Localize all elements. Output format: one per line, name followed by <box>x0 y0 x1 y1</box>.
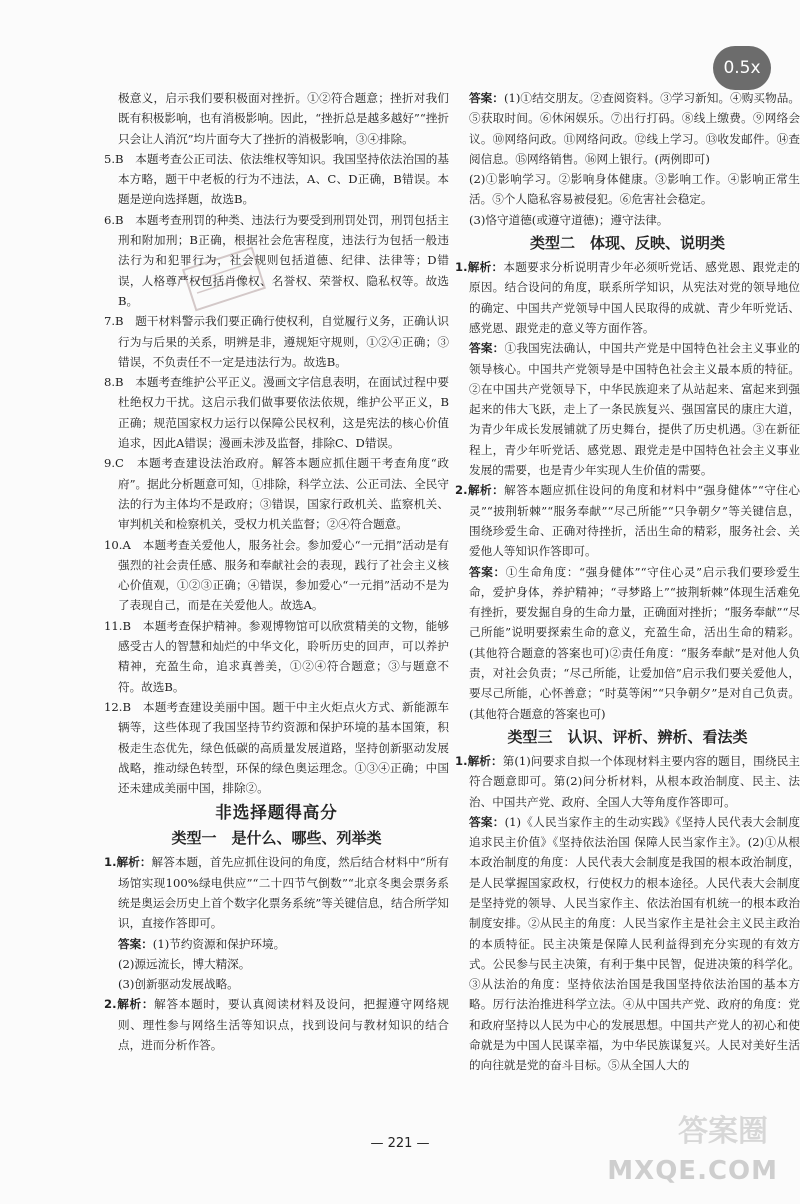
analysis-block <box>455 480 800 561</box>
zoom-level-badge[interactable]: 0.5x <box>713 46 771 90</box>
answer-block <box>455 88 800 169</box>
answer-item-5: 5.B 本题考查公正司法、依法维权等知识。我国坚持依法治国的基本方略，题干中老板的行为不违法，A、C、D正确，B错误。本题是逆向选择题，故选B。 <box>104 151 449 207</box>
answer-line: (1)节约资源和保护环境。 <box>152 936 286 951</box>
left-column <box>104 88 449 1055</box>
answer-block <box>455 812 800 1076</box>
analysis-block <box>104 994 449 1055</box>
analysis-block <box>455 751 800 812</box>
analysis-text: 解答本题应抓住设问的角度和材料中“强身健体”“守住心灵”“披荆斩棘”“服务奉献”“尽己所能”“只争朝夕”等关键信息，围绕珍爱生命、正确对待挫折，活出生命的精彩，服务社会、关爱他人等知识作答即可。 <box>469 483 800 559</box>
answer-text: ①生命角度：“强身健体”“守住心灵”启示我们要珍爱生命，爱护身体，养护精神；“寻梦路上”“披荆斩棘”体现生活难免有挫折，要发掘自身的生命力量，正确面对挫折；“服务奉献”“尽己所能”说明要探索生命的意义，充盈生命，活出生命的精彩。(其他符合题意的答案也可)②责任角度：“服务奉献”是对他人负责，对社会负责；“尽己所能，让爱加倍”启示我们要关爱他人，要尽己所能，心怀善意；“时莫等闲”“只争朝夕”是对自己负责。(其他符合题意的答案也可) <box>469 564 800 721</box>
analysis-text: 解答本题时，要认真阅读材料及设问，把握遵守网络规则、理性参与网络生活等知识点，找到设问与教材知识的结合点，进而分析作答。 <box>118 997 449 1053</box>
section-title: 非选择题得高分 <box>215 803 338 823</box>
answer-text: ①我国宪法确认，中国共产党是中国特色社会主义事业的领导核心。中国共产党领导是中国特色社会主义最本质的特征。②在中国共产党领导下，中华民族迎来了从站起来、富起来到强起来的伟大飞跃，走上了一条民族复兴、强国富民的康庄大道，为青少年成长发展铺就了历史舞台，提供了历史机遇。③在新征程上，青少年听党话、感党恩、跟党走是中国特色社会主义事业发展的需要，也是青少年实现人生价值的需要。 <box>469 341 800 478</box>
type-title-3: 类型三 认识、评析、辨析、看法类 <box>507 727 748 746</box>
analysis-block <box>455 257 800 338</box>
right-column <box>455 88 800 1076</box>
answer-line: (1)①结交朋友。②查阅资料。③学习新知。④购买物品。⑤获取时间。⑥休闲娱乐。⑦出行打码。⑧线上缴费。⑨网络会议。⑩网络问政。⑪网络问政。⑫线上学习。⑬收发邮件。⑭查阅信息。⑮网络销售。⑯网上银行。(两例即可) <box>469 91 800 166</box>
answer-line: (2)源远流长，博大精深。 <box>118 956 251 971</box>
type-title-1: 类型一 是什么、哪些、列举类 <box>171 829 382 848</box>
analysis-label: 1.解析： <box>455 260 504 275</box>
answer-text: 极意义，启示我们要积极面对挫折。①②符合题意；挫折对我们既有积极影响，也有消极影响。因此，“挫折总是越多越好”“挫折只会让人消沉”均片面夸大了挫折的消极影响，③④排除。 <box>118 91 449 146</box>
watermark-text: MXQE.COM <box>607 1156 778 1186</box>
answer-label: 答案： <box>469 564 506 579</box>
answer-block <box>455 562 800 724</box>
analysis-text: 解答本题，首先应抓住设问的角度，然后结合材料中“所有场馆实现100%绿电供应”“二十四节气倒数”“北京冬奥会票务系统是奥运会历史上首个数字化票务系统”等关键信息，结合所学知识，直接作答即可。 <box>118 855 449 931</box>
answer-label: 答案： <box>469 341 505 356</box>
answer-block <box>455 338 800 480</box>
analysis-text: 第(1)问要求自拟一个体现材料主要内容的题目，围绕民主符合题意即可。第(2)问分析材料，从根本政治制度、民主、法治、中国共产党、政府、全国人大等角度作答即可。 <box>469 753 800 809</box>
answer-label: 答案： <box>469 91 504 105</box>
analysis-block <box>104 852 449 933</box>
answer-item-8: 8.B 本题考查维护公平正义。漫画文字信息表明，在面试过程中要杜绝权力干扰。这启示我们做事要依法依规，维护公平正义，B正确；规范国家权力运行以保障公民权利，这是宪法的核心价值追求，因此A错误；漫画未涉及监督，排除C、D错误。 <box>104 375 449 451</box>
answer-block <box>104 934 449 954</box>
analysis-label: 2.解析： <box>104 997 155 1012</box>
page-number: — 221 — <box>370 1136 430 1151</box>
answer-item-6: 6.B 本题考查刑罚的种类、违法行为要受到刑罚处罚，刑罚包括主刑和附加刑；B正确，根据社会危害程度，违法行为包括一般违法行为和犯罪行为，社会规则包括道德、纪律、法律等；D错误，人格尊严权包括肖像权、名誉权、荣誉权、隐私权等。故选B。 <box>104 212 449 308</box>
answer-item-7: 7.B 题干材料警示我们要正确行使权利，自觉履行义务，正确认识行为与后果的关系，明辨是非，遵规矩守规则，①②④正确；③错误，不负责任不一定是违法行为。故选B。 <box>104 314 449 369</box>
answer-item-12: 12.B 本题考查建设美丽中国。题干中主火炬点火方式、新能源车辆等，这些体现了我国坚持节约资源和保护环境的基本国策，积极走生态优先，绿色低碳的高质量发展道路，坚持创新驱动发展战略，推动绿色转型，环保的绿色奥运理念。①③④正确；中国还未建成美丽中国，排除②。 <box>104 699 449 796</box>
analysis-label: 2.解析： <box>455 483 505 498</box>
analysis-text: 本题要求分析说明青少年必须听党话、感党恩、跟党走的原因。结合设问的角度，联系所学知识，从宪法对党的领导地位的确定、中国共产党领导中国人民取得的成就、青少年听党话、感党恩、跟党走的意义等方面作答。 <box>469 260 800 335</box>
analysis-label: 1.解析： <box>104 855 152 870</box>
answer-line: (3)创新驱动发展战略。 <box>118 977 239 992</box>
answer-item-11: 11.B 本题考查保护精神。参观博物馆可以欣赏精美的文物，能够感受古人的智慧和灿烂的中华文化，聆听历史的回声，可以养护精神，充盈生命，追求真善美，①②④符合题意；③与题意不符。故选B。 <box>104 618 449 694</box>
answer-item-9: 9.C 本题考查建设法治政府。解答本题应抓住题干考查角度“政府”。据此分析题意可知，①排除，科学立法、公正司法、全民守法的行为主体均不是政府；③错误，国家行政机关、监察机关、审判机关和检察机关，受权力机关监督；②④符合题意。 <box>104 456 449 532</box>
analysis-label: 1.解析： <box>455 753 503 768</box>
answer-label: 答案： <box>469 814 505 829</box>
watermark-logo: 答案圈 <box>678 1114 768 1149</box>
type-title-2: 类型二 体现、反映、说明类 <box>529 234 725 253</box>
answer-text: (1)《人民当家作主的生动实践》《坚持人民代表大会制度 追求民主价值》《坚持依法治国 保障人民当家作主》。(2)①从根本政治制度的角度：人民代表大会制度是我国的根本政治制度，是人民掌握国家政权，行使权力的根本途径。人民代表大会制度是坚持党的领导、人民当家作主、依法治国有机统一的根本政治制度安排。②从民主的角度：人民当家作主是社会主义民主政治的本质特征。民主决策是保障人民利益得到充分实现的有效方式。公民参与民主决策，有利于集中民智，促进决策的科学化。③从法治的角度：坚持依法治国是我国坚持依法治国的基本方略。厉行法治推进科学立法。④从中国共产党、政府的角度：党和政府坚持以人民为中心的发展思想。中国共产党人的初心和使命就是为中国人民谋幸福，为中华民族谋复兴。人民对美好生活的向往就是党的奋斗目标。⑤从全国人大的 <box>469 814 800 1073</box>
answer-line: (3)恪守道德(或遵守道德)；遵守法律。 <box>469 212 669 227</box>
answer-item-10: 10.A 本题考查关爱他人，服务社会。参加爱心“一元捐”活动是有强烈的社会责任感、服务和奉献社会的表现，践行了社会主义核心价值观，①②③正确；④错误，参加爱心“一元捐”活动不是为了表现自己，而是在关爱他人。故选A。 <box>104 537 449 613</box>
answer-label: 答案： <box>118 936 153 951</box>
answer-line: (2)①影响学习。②影响身体健康。③影响工作。④影响正常生活。⑤个人隐私容易被侵犯。⑥危害社会稳定。 <box>469 172 800 207</box>
